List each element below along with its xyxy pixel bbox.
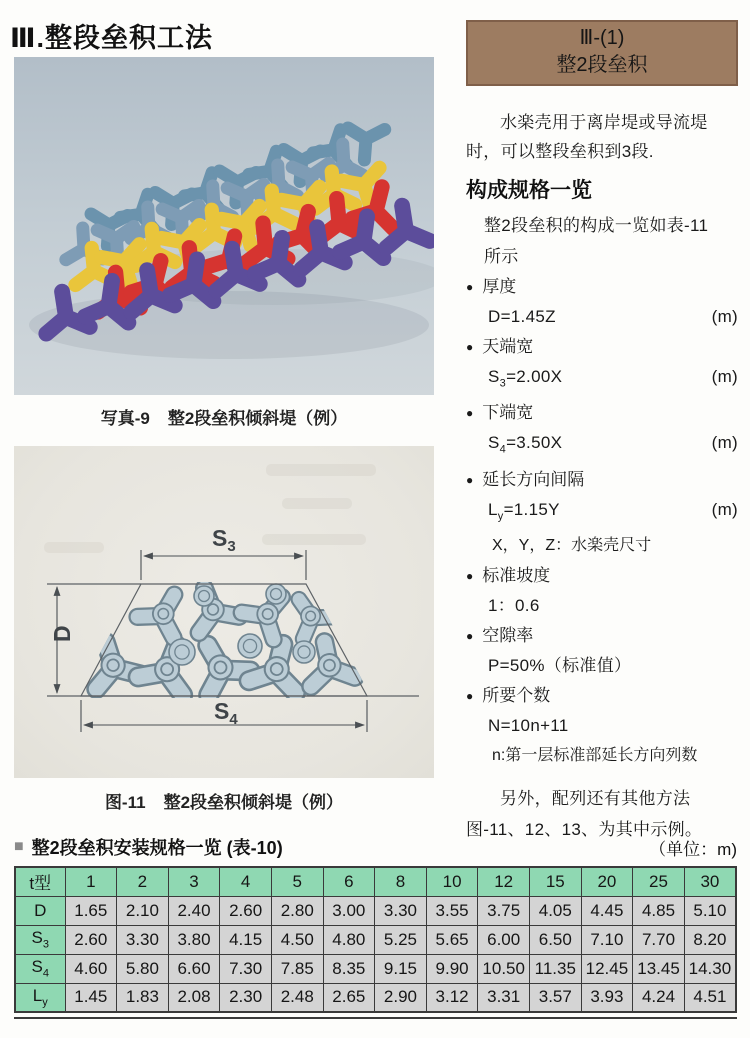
spec-item bbox=[466, 681, 738, 771]
table-row bbox=[15, 983, 736, 1012]
table-cell: 1.45 bbox=[65, 983, 117, 1012]
table-col-header: 1 bbox=[65, 867, 117, 896]
table-row bbox=[15, 925, 736, 954]
spec-table-wrap bbox=[14, 866, 737, 1019]
unit-note: （单位：m) bbox=[649, 840, 737, 859]
table-row-label: D bbox=[15, 896, 65, 925]
table-cell: 3.30 bbox=[117, 925, 169, 954]
table-cell: 6.00 bbox=[478, 925, 530, 954]
table-cell: 2.90 bbox=[375, 983, 427, 1012]
table-corner-header: t型 bbox=[15, 867, 65, 896]
table-cell: 11.35 bbox=[529, 954, 581, 983]
square-bullet-icon: ■ bbox=[14, 838, 24, 855]
table-cell: 3.93 bbox=[581, 983, 633, 1012]
spec-item-label: 厚度 bbox=[482, 277, 517, 296]
specs-heading: 构成规格一览 bbox=[466, 179, 592, 202]
table-cell: 3.75 bbox=[478, 896, 530, 925]
table-cell: 9.15 bbox=[375, 954, 427, 983]
spec-item-formula: N=10n+11 bbox=[488, 716, 569, 736]
bullet-dot-icon: ● bbox=[466, 280, 474, 294]
cross-section-drawing bbox=[14, 446, 434, 778]
table-cell: 14.30 bbox=[684, 954, 736, 983]
table-cell: 6.60 bbox=[168, 954, 220, 983]
page-title: Ⅲ.整段垒积工法 bbox=[10, 23, 214, 53]
spec-item-label: 下端宽 bbox=[482, 403, 534, 423]
table-cell: 7.10 bbox=[581, 925, 633, 954]
table-cell: 4.05 bbox=[529, 896, 581, 925]
table-cell: 4.80 bbox=[323, 925, 375, 954]
spec-item-label: 天端宽 bbox=[482, 337, 534, 356]
specs-intro-line1: 整2段垒积的构成一览如表-11 bbox=[484, 216, 709, 235]
table-cell: 1.83 bbox=[117, 983, 169, 1012]
table-cell: 3.80 bbox=[168, 925, 220, 954]
table-cell: 2.30 bbox=[220, 983, 272, 1012]
right-column bbox=[466, 20, 738, 845]
spec-item-label: 空隙率 bbox=[482, 626, 534, 646]
spec-item-formula: $S_4=3.50X$ bbox=[488, 433, 563, 456]
spec-item-unit: (m) bbox=[711, 367, 738, 386]
bullet-dot-icon: ● bbox=[466, 569, 474, 584]
table-cell: 2.40 bbox=[168, 896, 220, 925]
bullet-dot-icon: ● bbox=[466, 629, 474, 644]
spec-item-formula: 1：0.6 bbox=[488, 596, 540, 616]
table-cell: 2.08 bbox=[168, 983, 220, 1012]
spec-item-formula: D=1.45Z bbox=[488, 307, 556, 326]
table-cell: 7.85 bbox=[271, 954, 323, 983]
table-cell: 6.50 bbox=[529, 925, 581, 954]
spec-table bbox=[14, 866, 737, 1013]
table-cell: 5.80 bbox=[117, 954, 169, 983]
specs-intro-line2: 所示 bbox=[484, 247, 519, 266]
table-cell: 8.20 bbox=[684, 925, 736, 954]
spec-item bbox=[466, 272, 738, 332]
table-cell: 2.60 bbox=[220, 896, 272, 925]
specs-intro bbox=[466, 210, 738, 272]
photo-caption-label: 写真-9 bbox=[100, 409, 150, 428]
photo-caption-text: 整2段垒积倾斜堤（例） bbox=[167, 409, 348, 428]
diagram-caption-label: 图-11 bbox=[104, 793, 146, 812]
table-cell: 5.25 bbox=[375, 925, 427, 954]
table-col-header: 5 bbox=[271, 867, 323, 896]
table-cell: 3.30 bbox=[375, 896, 427, 925]
table-col-header: 8 bbox=[375, 867, 427, 896]
spec-item-unit: (m) bbox=[711, 499, 738, 519]
bleed-through-artifact bbox=[44, 464, 376, 553]
table-row-label: $S_4$ bbox=[15, 954, 65, 983]
table-cell: 8.35 bbox=[323, 954, 375, 983]
cross-section-diagram bbox=[14, 446, 434, 778]
table-col-header: 15 bbox=[529, 867, 581, 896]
closing-paragraph: 另外，配列还有其他方法 图-11、12、13、为其中示例。 bbox=[466, 789, 703, 840]
table-col-header: 3 bbox=[168, 867, 220, 896]
table-cell: 4.60 bbox=[65, 954, 117, 983]
dim-label-s4: $S_4$ bbox=[214, 698, 238, 728]
section-header-box bbox=[466, 20, 738, 86]
tetrapod-model-photo bbox=[14, 57, 434, 395]
table-col-header: 4 bbox=[220, 867, 272, 896]
table-col-header: 25 bbox=[633, 867, 685, 896]
table-col-header: 10 bbox=[426, 867, 478, 896]
spec-item-formula: P=50%（标准值） bbox=[488, 656, 632, 676]
table-cell: 5.65 bbox=[426, 925, 478, 954]
table-title-text: 整2段垒积安装规格一览 (表-10) bbox=[31, 838, 283, 858]
spec-item-formula: $L_y=1.15Y$ bbox=[488, 499, 560, 523]
spec-item bbox=[466, 561, 738, 621]
table-cell: 10.50 bbox=[478, 954, 530, 983]
table-cell: 4.51 bbox=[684, 983, 736, 1012]
section-number: Ⅲ-(1) bbox=[579, 27, 625, 49]
table-cell: 3.57 bbox=[529, 983, 581, 1012]
table-cell: 3.55 bbox=[426, 896, 478, 925]
table-row bbox=[15, 896, 736, 925]
table-cell: 4.85 bbox=[633, 896, 685, 925]
spec-item-note: X，Y，Z：水楽壳尺寸 bbox=[492, 537, 652, 555]
table-cell: 2.65 bbox=[323, 983, 375, 1012]
table-cell: 4.24 bbox=[633, 983, 685, 1012]
spec-item-formula: $S_3=2.00X$ bbox=[488, 367, 563, 390]
diagram-caption-text: 整2段垒积倾斜堤（例） bbox=[163, 793, 344, 812]
table-cell: 4.15 bbox=[220, 925, 272, 954]
table-cell: 4.45 bbox=[581, 896, 633, 925]
spec-item-unit: (m) bbox=[711, 433, 738, 453]
table-cell: 13.45 bbox=[633, 954, 685, 983]
installation-spec-section bbox=[14, 834, 737, 1019]
spec-item-unit: (m) bbox=[711, 307, 738, 326]
table-cell: 2.60 bbox=[65, 925, 117, 954]
table-cell: 2.48 bbox=[271, 983, 323, 1012]
bullet-dot-icon: ● bbox=[466, 406, 474, 421]
spec-item-label: 所要个数 bbox=[482, 686, 551, 706]
table-title bbox=[14, 834, 283, 860]
spec-list bbox=[466, 272, 738, 771]
diagram-caption bbox=[14, 788, 434, 813]
table-col-header: 2 bbox=[117, 867, 169, 896]
table-cell: 3.31 bbox=[478, 983, 530, 1012]
bullet-dot-icon: ● bbox=[466, 689, 474, 704]
table-row-label: $L_y$ bbox=[15, 983, 65, 1012]
table-cell: 12.45 bbox=[581, 954, 633, 983]
table-cell: 4.50 bbox=[271, 925, 323, 954]
spec-item bbox=[466, 332, 738, 398]
tetrapod-model-illustration bbox=[14, 57, 434, 395]
table-cell: 2.10 bbox=[117, 896, 169, 925]
bullet-dot-icon: ● bbox=[466, 472, 474, 487]
bullet-dot-icon: ● bbox=[466, 340, 474, 354]
table-col-header: 12 bbox=[478, 867, 530, 896]
table-col-header: 6 bbox=[323, 867, 375, 896]
table-col-header: 20 bbox=[581, 867, 633, 896]
table-cell: 3.00 bbox=[323, 896, 375, 925]
table-cell: 9.90 bbox=[426, 954, 478, 983]
table-cell: 2.80 bbox=[271, 896, 323, 925]
table-row-label: $S_3$ bbox=[15, 925, 65, 954]
table-cell: 7.30 bbox=[220, 954, 272, 983]
photo-caption bbox=[14, 404, 434, 429]
table-col-header: 30 bbox=[684, 867, 736, 896]
table-cell: 1.65 bbox=[65, 896, 117, 925]
spec-item bbox=[466, 621, 738, 681]
spec-item bbox=[466, 398, 738, 464]
spec-item-note: n:第一层标准部延长方向列数 bbox=[492, 747, 698, 765]
intro-paragraph: 水楽壳用于离岸堤或导流堤时，可以整段垒积到3段. bbox=[466, 113, 708, 161]
spec-item-label: 标准坡度 bbox=[482, 566, 551, 586]
dim-label-d: D bbox=[49, 625, 75, 642]
spec-item-label: 延长方向间隔 bbox=[482, 469, 585, 489]
table-cell: 5.10 bbox=[684, 896, 736, 925]
spec-item bbox=[466, 465, 738, 561]
table-cell: 7.70 bbox=[633, 925, 685, 954]
table-row bbox=[15, 954, 736, 983]
section-subtitle: 整2段垒积 bbox=[556, 54, 648, 76]
dim-label-s3: $S_3$ bbox=[212, 525, 236, 555]
table-cell: 3.12 bbox=[426, 983, 478, 1012]
